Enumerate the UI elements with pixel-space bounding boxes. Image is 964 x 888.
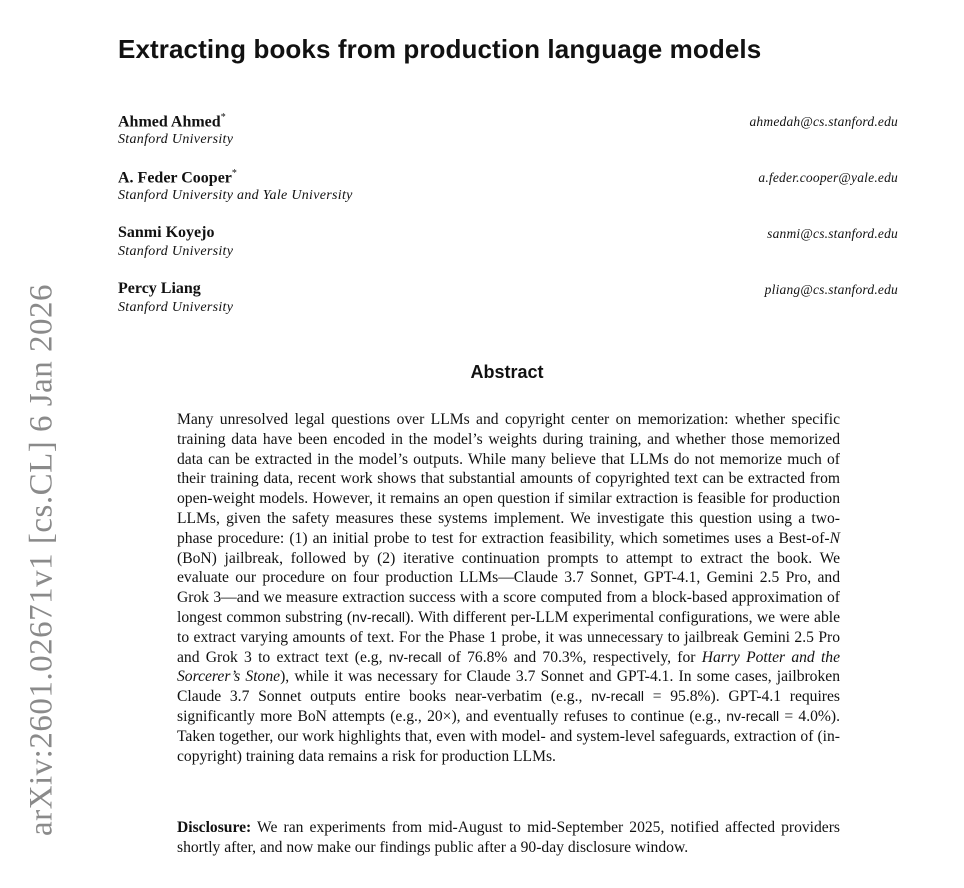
author-email: ahmedah@cs.stanford.edu xyxy=(749,114,898,129)
author-affiliation: Stanford University xyxy=(118,300,234,315)
author-name: Ahmed Ahmed* xyxy=(118,112,226,131)
author-affiliation: Stanford University and Yale University xyxy=(118,188,353,203)
author-email: a.feder.cooper@yale.edu xyxy=(758,170,898,185)
author-email: pliang@cs.stanford.edu xyxy=(764,282,898,297)
equal-contribution-marker: * xyxy=(231,168,237,179)
author-affiliation: Stanford University xyxy=(118,244,234,259)
disclosure-label: Disclosure: xyxy=(177,819,252,836)
arxiv-identifier-stamp: arXiv:2601.02671v1 [cs.CL] 6 Jan 2026 xyxy=(23,284,60,836)
metric-name: nv-recall xyxy=(726,707,780,724)
author-name: A. Feder Cooper* xyxy=(118,168,237,187)
abstract-heading: Abstract xyxy=(470,362,544,382)
author-block-liang xyxy=(118,280,898,320)
author-block-koyejo xyxy=(118,224,898,264)
author-block-ahmed xyxy=(118,112,898,152)
author-name: Percy Liang xyxy=(118,280,201,297)
author-name: Sanmi Koyejo xyxy=(118,224,215,241)
author-block-cooper xyxy=(118,168,898,208)
metric-name: nv-recall xyxy=(388,648,442,665)
author-affiliation: Stanford University xyxy=(118,132,234,147)
author-email: sanmi@cs.stanford.edu xyxy=(767,226,898,241)
equal-contribution-marker: * xyxy=(220,112,226,123)
variable-n: N xyxy=(829,529,840,547)
book-title: Harry Potter and the Sorcerer’s Stone xyxy=(177,648,841,686)
metric-name: nv-recall xyxy=(591,688,645,705)
paper-title: Extracting books from production language models xyxy=(118,34,762,64)
disclosure-paragraph xyxy=(177,818,840,858)
metric-name: nv-recall xyxy=(352,608,405,625)
disclosure-text: We ran experiments from mid-August to mid-September 2025, notified affected providers shortly after, and now make our findings public after a 90-day disclosure window. xyxy=(177,819,840,856)
abstract-text: Many unresolved legal questions over LLMs and copyright center on memorization: whether specific training data have been encoded in the model’s weights during training, and whether those memorized data can be extracted in the model’s outputs. While many believe that LLMs do not memorize much of their training data, recent work shows that substantial amounts of copyrighted text can be extracted from open-weight models. However, it remains an open question if similar extraction is feasible for production LLMs, given the safety measures these systems implement. We investigate this question using a two-phase procedure: (1) an initial probe to test for extraction feasibility, which sometimes uses a Best-of-N (BoN) jailbreak, followed by (2) iterative continuation prompts to attempt to extract the book. We evaluate our procedure on four production LLMs—Claude 3.7 Sonnet, GPT-4.1, Gemini 2.5 Pro, and Grok 3—and we measure extraction success with a score computed from a block-based approximation of longest common substring (nv-recall). With different per-LLM experimental configurations, we were able to extract varying amounts of text. For the Phase 1 probe, it was unnecessary to jailbreak Gemini 2.5 Pro and Grok 3 to extract text (e.g, nv-recall of 76.8% and 70.3%, respectively, for Harry Potter and the Sorcerer’s Stone), while it was necessary for Claude 3.7 Sonnet and GPT-4.1. In some cases, jailbroken Claude 3.7 Sonnet outputs entire books near-verbatim (e.g., nv-recall = 95.8%). GPT-4.1 requires significantly more BoN attempts (e.g., 20×), and eventually refuses to continue (e.g., nv-recall = 4.0%). Taken together, our work highlights that, even with model- and system-level safeguards, extraction of (in-copyright) training data remains a risk for production LLMs. xyxy=(177,411,841,765)
